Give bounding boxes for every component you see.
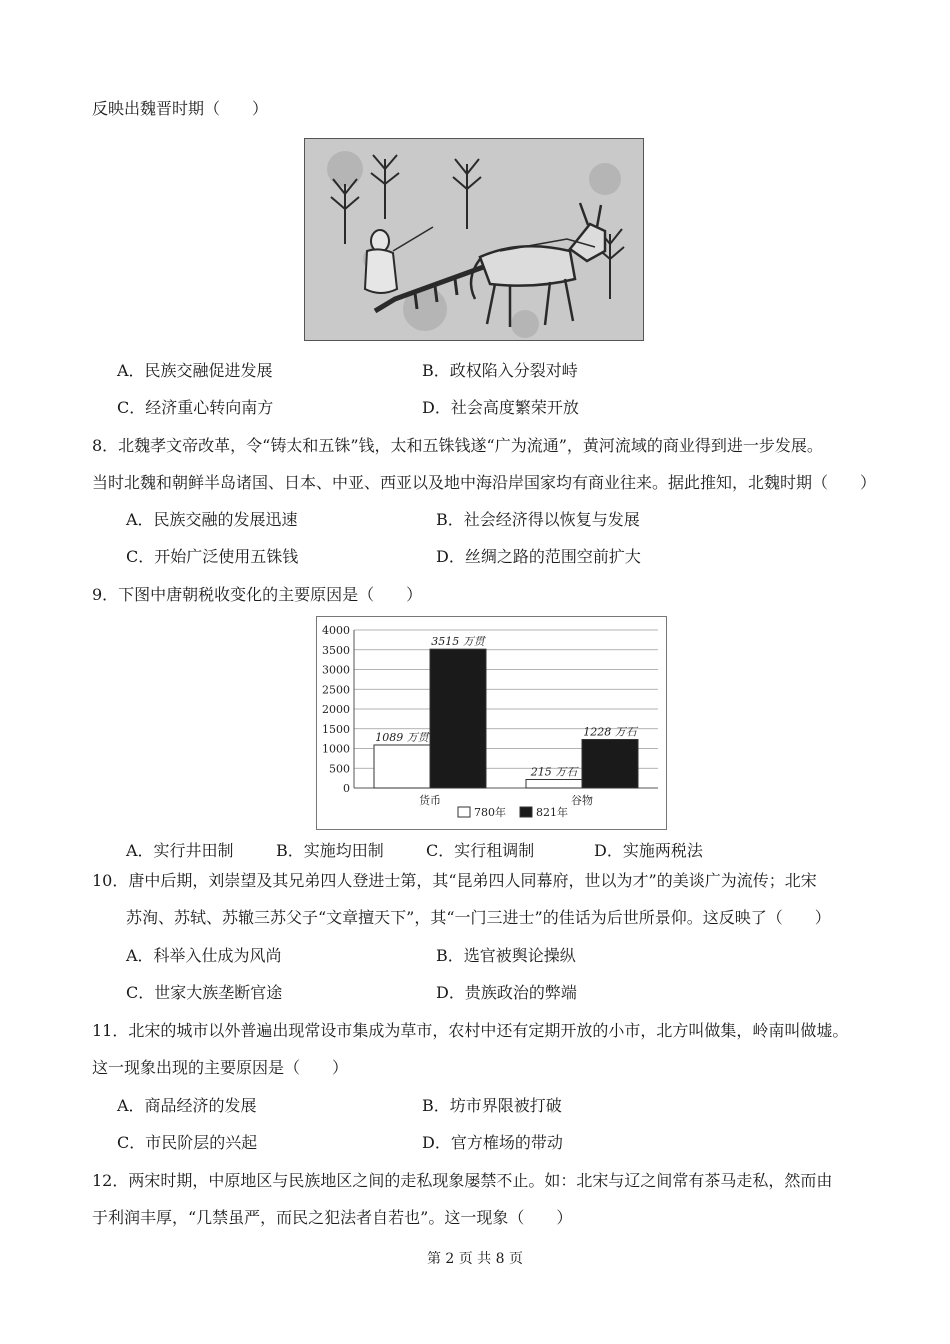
q12-stem-line2: 于利润丰厚，“几禁虽严，而民之犯法者自若也”。这一现象（ ）	[92, 1208, 573, 1227]
legend-swatch	[520, 807, 532, 817]
x-category-label: 谷物	[571, 794, 593, 807]
q9-option-a[interactable]: A．实行井田制	[126, 841, 234, 860]
q10-stem-line2: 苏洵、苏轼、苏辙三苏父子“文章擅天下”，其“一门三进士”的佳话为后世所景仰。这反映了（ ）	[126, 908, 831, 927]
mural-image	[304, 138, 644, 341]
y-tick-label: 4000	[322, 624, 350, 637]
q11-stem-line1: 11．北宋的城市以外普遍出现常设市集成为草市，农村中还有定期开放的小市，北方叫做集，岭南叫做墟。	[92, 1021, 849, 1040]
q7-option-b[interactable]: B．政权陷入分裂对峙	[422, 361, 578, 380]
q11-option-c[interactable]: C．市民阶层的兴起	[117, 1133, 258, 1152]
bar-value-label: 1228 万石	[583, 725, 637, 739]
q8-option-b[interactable]: B．社会经济得以恢复与发展	[436, 510, 640, 529]
q11-option-d[interactable]: D．官方榷场的带动	[422, 1133, 563, 1152]
q11-option-b[interactable]: B．坊市界限被打破	[422, 1096, 562, 1115]
q9-option-c[interactable]: C．实行租调制	[426, 841, 535, 860]
bar-value-label: 1089 万贯	[375, 730, 429, 744]
y-tick-label: 2000	[322, 703, 350, 716]
q9-option-d[interactable]: D．实施两税法	[594, 841, 703, 860]
q8-stem-line2: 当时北魏和朝鲜半岛诸国、日本、中亚、西亚以及地中海沿岸国家均有商业往来。据此推知，北魏时期（ ）	[92, 473, 877, 492]
bar-value-label: 3515 万贯	[431, 635, 485, 649]
q10-option-c[interactable]: C．世家大族垄断官途	[126, 983, 283, 1002]
q11-stem-line2: 这一现象出现的主要原因是（ ）	[92, 1058, 349, 1077]
y-tick-label: 0	[343, 782, 350, 795]
tax-chart-svg	[316, 616, 667, 830]
q7-option-d[interactable]: D．社会高度繁荣开放	[422, 398, 579, 417]
y-tick-label: 500	[329, 762, 350, 776]
q10-option-b[interactable]: B．选官被舆论操纵	[436, 946, 576, 965]
q10-option-d[interactable]: D．贵族政治的弊端	[436, 983, 577, 1002]
q10-stem-line1: 10．唐中后期，刘崇望及其兄弟四人登进士第，其“昆弟四人同幕府，世以为才”的美谈广为流传；北宋	[92, 871, 817, 890]
q11-option-a[interactable]: A．商品经济的发展	[117, 1096, 257, 1115]
legend-label: 780年	[474, 806, 506, 819]
bar-1-1	[582, 739, 638, 788]
q7-option-a[interactable]: A．民族交融促进发展	[117, 361, 273, 380]
q8-option-a[interactable]: A．民族交融的发展迅速	[126, 510, 298, 529]
q7-stem-tail: 反映出魏晋时期（ ）	[92, 99, 269, 118]
q8-option-c[interactable]: C．开始广泛使用五铢钱	[126, 547, 299, 566]
q9-option-b[interactable]: B．实施均田制	[276, 841, 384, 860]
chart-frame	[317, 617, 667, 830]
y-tick-label: 2500	[322, 683, 350, 697]
q9-stem: 9．下图中唐朝税收变化的主要原因是（ ）	[92, 585, 423, 604]
q7-option-c[interactable]: C．经济重心转向南方	[117, 398, 274, 417]
x-category-label: 货币	[419, 794, 441, 807]
y-tick-label: 3500	[322, 643, 350, 657]
bar-value-label: 215 万石	[530, 765, 578, 779]
bar-0-1	[526, 780, 582, 788]
y-tick-label: 1000	[322, 742, 350, 756]
q12-stem-line1: 12．两宋时期，中原地区与民族地区之间的走私现象屡禁不止。如：北宋与辽之间常有茶马走私，然而由	[92, 1171, 833, 1190]
q8-option-d[interactable]: D．丝绸之路的范围空前扩大	[436, 547, 641, 566]
page-number: 第 2 页 共 8 页	[426, 1251, 524, 1267]
tax-chart	[316, 616, 667, 830]
y-tick-label: 3000	[322, 663, 350, 677]
bar-1-0	[430, 649, 486, 788]
y-tick-label: 1500	[322, 722, 350, 736]
q10-option-a[interactable]: A．科举入仕成为风尚	[126, 946, 282, 965]
mural-drawing	[305, 139, 644, 341]
legend-swatch	[458, 807, 470, 817]
legend-label: 821年	[536, 806, 568, 819]
bar-0-0	[374, 745, 430, 788]
q8-stem-line1: 8．北魏孝文帝改革，令“铸太和五铢”钱，太和五铢钱遂“广为流通”，黄河流域的商业得到进一步发展。	[92, 436, 823, 455]
